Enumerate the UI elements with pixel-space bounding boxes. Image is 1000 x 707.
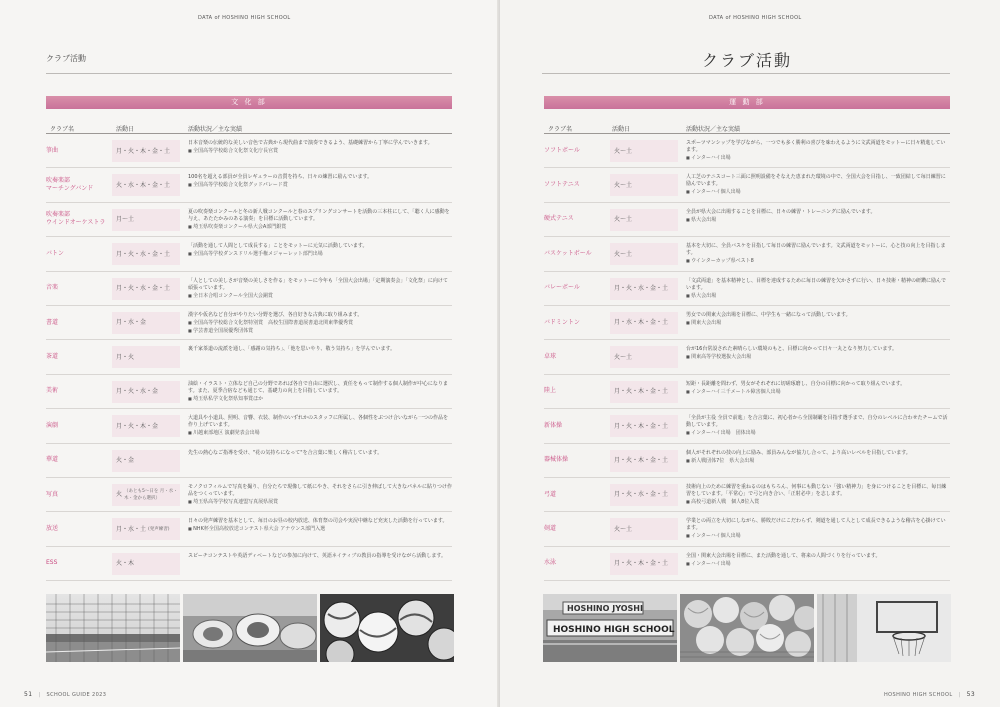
club-row [46,203,452,237]
achievement-item: ■ 埼玉県吹奏楽コンクール県大会A部門銀賞 [188,223,452,231]
club-row [46,237,452,271]
club-row [544,272,950,306]
activity-description [686,312,950,327]
activity-days-text: 火〜土 [614,525,633,533]
club-row [46,168,452,202]
activity-days-text: 月〜土 [116,216,135,224]
column-header-status: 活動状況／主な実績 [188,126,243,133]
club-row [46,375,452,409]
club-name: 吹奏楽部 マーチングバンド [46,177,94,193]
description-text: 「活動を通して人間として成長する」ことをモットーに元気に活動しています。 [188,243,368,250]
club-name: 水泳 [544,559,557,567]
section-title: クラブ活動 [46,54,86,63]
activity-description [686,346,950,361]
activity-days-text: 月・火・木・金・土 [614,388,669,396]
club-name: バドミントン [544,318,580,326]
activity-description [188,209,452,231]
activity-description [188,278,452,300]
achievement-item: ■ 全国高等学校総合文化祭グッドパレード賞 [188,181,452,189]
activity-days-text: 火・木 [116,560,135,568]
club-row [544,444,950,478]
description-text: 人工芝のテニスコート三面に照明設備をそなえた恵まれた環境の中で、全国大会を目指し、一致団結して毎日練習に励んでいます。 [686,174,946,188]
club-row [544,547,950,581]
photo-marching-instruments [183,594,317,662]
activity-days-text: 火・水・木・金・土 [116,181,171,189]
club-row [544,134,950,168]
footer-label: SCHOOL GUIDE 2023 [46,692,107,698]
title-rule [46,73,452,74]
column-header-status: 活動状況／主な実績 [686,126,741,133]
activity-days [610,140,678,162]
photo-basketball-hoop [817,594,951,662]
left-page-footer: 51 | SCHOOL GUIDE 2023 [24,691,107,698]
club-row [46,340,452,374]
activity-description [686,450,950,465]
activity-days-text: 火・金 [116,457,135,465]
achievement-item: ■ 埼玉県私学文化祭県知事賞ほか [188,395,452,403]
club-name: 写真 [46,490,59,498]
club-name: 硬式テニス [544,215,574,223]
activity-days-text: 火〜土 [614,216,633,224]
club-row [46,512,452,546]
activity-description [188,346,452,353]
club-name: 茶道 [46,353,59,361]
activity-days [112,518,180,540]
achievement-item: ■ 高校弓道新人戦 個人8位入賞 [686,498,950,506]
activity-description [188,174,452,189]
sports-band-title: 運 動 部 [544,96,950,109]
photo-volleyballs [320,594,454,662]
activity-days-text: 月・水・土 [116,525,147,533]
achievement-item: ■ ウインターカップ県ベスト8 [686,257,950,265]
activity-days [112,243,180,265]
club-name: バトン [46,249,64,257]
activity-days [610,209,678,231]
description-text: 漢字や仮名など自分がやりたい分野を選び、各自好きな古典に取り組みます。 [188,311,363,318]
club-name: 演劇 [46,421,59,429]
description-text: 大道具や小道具、照明、音響、衣装、制作のいずれかのスタッフに所属し、各個性をぶつけ合いながら一つの作品を作り上げています。 [188,415,449,429]
club-row [544,375,950,409]
club-name: 書道 [46,318,59,326]
activity-days-text: 火 [116,491,123,499]
activity-days-text: 月・火・水・金 [116,388,159,396]
activity-days [112,140,180,162]
club-row [544,409,950,443]
club-name: 美術 [46,387,59,395]
club-name: 剣道 [544,524,557,532]
achievement-item: ■ インターハイ出場 [686,154,950,162]
sports-club-table [544,134,950,581]
left-photo-strip [46,594,454,662]
club-name: 新体操 [544,421,563,429]
culture-club-table [46,134,452,581]
club-name: バスケットボール [544,249,592,257]
description-text: 日々の発声練習を基本として、毎日のお昼の校内放送、体育祭の司会や実況中継など充実した活動を行っています。 [188,518,448,525]
achievement-item: ■ 関東高等学校選抜大会出場 [686,353,950,361]
activity-description [686,243,950,265]
club-row [544,512,950,546]
activity-days-text: 月・火・木・金・土 [614,560,669,568]
club-name: 陸上 [544,387,557,395]
footer-label: HOSHINO HIGH SCHOOL [884,692,953,698]
right-page-footer: HOSHINO HIGH SCHOOL | 53 [884,691,976,698]
activity-description [188,553,452,560]
achievement-item: ■ 関東大会出場 [686,319,950,327]
description-text: 「全員が主役 全員で前進」を合言葉に、初心者から全国制覇を目指す選手まで、自分のレベルに合わせたチームで活動しています。 [686,415,948,429]
activity-days [112,381,180,403]
club-name: ESS [46,559,58,567]
activity-days [112,553,180,575]
achievement-item: ■ 全日本合唱コンクール全国大会銅賞 [188,292,452,300]
activity-days [112,312,180,334]
photo-tennis-balls [680,594,814,662]
activity-description [686,381,950,396]
activity-days [610,312,678,334]
club-row [544,340,950,374]
achievement-item: ■ 全国高等学校総合文化祭文化庁長官賞 [188,147,452,155]
club-row [544,306,950,340]
title-rule [542,73,950,74]
activity-days-text: 月・火・木・金・土 [614,457,669,465]
description-text: 技術向上のために練習を重ねるのはもちろん、何事にも動じない「強い精神力」を身につけることを目標に、毎日練習をしています。「平常心」で弓と向き合い、「正射必中」を志します。 [686,483,947,497]
column-header-club: クラブ名 [548,126,573,133]
activity-days [610,243,678,265]
achievement-item: ■ インターハイ出場 [686,560,950,568]
achievement-item: ■ 学芸書道全国展優秀団体賞 [188,327,452,335]
activity-days [610,381,678,403]
activity-description [686,174,950,196]
club-row [544,203,950,237]
achievement-item: ■ インターハイ個人出場 [686,532,950,540]
page-number: 51 [24,691,33,698]
description-text: 裏千家茶道の流派を通し、「感謝の気持ち」、「他を思いやり、敬う気持ち」を学んでいます。 [188,346,396,353]
activity-description [188,415,452,437]
activity-days-text: 月・火・水・金・土 [116,285,171,293]
activity-description [188,312,452,335]
activity-days [112,415,180,437]
activity-days [112,450,180,472]
activity-description [686,140,950,162]
description-text: 「文武両道」を基本精神とし、目標を達成するために毎日の練習を欠かさずに行い、日々技術・精神の研鑽に励んでいます。 [686,277,947,291]
activity-days-text: 火〜土 [614,250,633,258]
club-name: ソフトボール [544,146,580,154]
description-text: 全国・関東大会出場を目標に、また活動を通して、将来の人間づくりを行っています。 [686,552,881,559]
club-name: 箏曲 [46,146,59,154]
description-text: 「人としての美しさが音楽の美しさを作る」をモットーに今年も「全国大会出場」「定期演奏会」「文化祭」に向けて頑張っています。 [188,277,448,291]
activity-days [112,484,180,506]
club-row [46,547,452,581]
column-header-days: 活動日 [612,126,631,133]
activity-days-text: 月・水・金 [116,319,147,327]
activity-description [188,140,452,155]
achievement-item: ■ 川越東部地区 演劇発表会出場 [188,429,452,437]
achievement-item: ■ 県大会出場 [686,216,950,224]
activity-days [112,174,180,196]
description-text: 台が16台常設された素晴らしい環境のもと、目標に向かって日々一丸となり努力しています。 [686,346,897,353]
activity-days [610,174,678,196]
club-row [46,272,452,306]
club-row [46,444,452,478]
right-photo-strip [543,594,951,662]
running-head: DATA of HOSHINO HIGH SCHOOL [709,15,802,21]
achievement-item: ■ インターハイ三千メートル障害個人出場 [686,388,950,396]
achievement-item: ■ 県大会出場 [686,292,950,300]
activity-description [188,381,452,403]
activity-description [188,518,452,533]
column-header-club: クラブ名 [50,126,75,133]
club-name: ソフトテニス [544,181,580,189]
activity-days [610,346,678,368]
description-text: 個人がそれぞれの技の向上に励み、部員みんなが協力し合って、より高いレベルを目指しています。 [686,449,911,456]
activity-days-text: 月・火・水・金・土 [116,250,171,258]
description-text: 夏の吹奏楽コンクールと冬の新人戦コンクールと春のスプリングコンサートを活動の三本柱にして、「聴く人に感動を与え、あたたかみのある演奏」を目標に活動しています。 [188,208,450,222]
activity-description [686,415,950,437]
description-text: 学業との両立を大切にしながら、勝敗だけにこだわらず、剣道を通して人として成長できるような稽古を心掛けています。 [686,518,946,532]
activity-days [610,484,678,506]
activity-days [112,278,180,300]
culture-band-title: 文 化 部 [46,96,452,109]
description-text: スポーツマンシップを学びながら、一つでも多く勝利の喜びを味わえるように文武両道をモットーに日々精進しています。 [686,140,946,153]
description-text: 男女での関東大会出場を目標に、中学生も一緒になって活動しています。 [686,311,851,318]
description-text: 日本音楽の伝統的な美しい音色で古典から現代曲まで演奏できるよう、基礎練習から丁寧に学んでいきます。 [188,140,433,146]
club-row [46,306,452,340]
description-text: 基本を大切に、全員バスケを目指して毎日の練習に励んでいます。文武両道をモットーに、心と技の向上を目指します。 [686,243,946,257]
activity-days-text: 月・火・木・金 [116,422,159,430]
achievement-item: ■ インターハイ出場 団体出場 [686,429,950,437]
description-text: モノクロフィルムで写真を撮り、自分たちで現像して紙にやき、それをさらに引き伸ばして大きなパネルに貼りつけ作品をつくっています。 [188,483,452,497]
activity-days-text: 火〜土 [614,147,633,155]
right-page [500,0,1000,707]
column-header-days: 活動日 [116,126,135,133]
activity-days [610,415,678,437]
activity-days-text: 火〜土 [614,181,633,189]
club-name: 弓道 [544,490,557,498]
description-text: 油絵・イラスト・立体など自己の分野であれば各自で自由に選択し、責任をもって制作する個人制作が中心になります。また、夏季合宿なども通じて、基礎力の向上を目指しています。 [188,380,448,394]
activity-days-text: 月・火・水・金・土 [614,491,669,499]
club-row [544,168,950,202]
activity-days [610,450,678,472]
activity-description [686,209,950,224]
activity-days-text: 月・火・水・金・土 [614,285,669,293]
running-head: DATA of HOSHINO HIGH SCHOOL [198,15,291,21]
sign-text-high-school: HOSHINO HIGH SCHOOL [553,625,675,635]
club-name: 卓球 [544,353,557,361]
club-name: 音楽 [46,284,59,292]
club-name: バレーボール [544,284,580,292]
achievement-item: ■ 全国高等学校ダンスドリル選手権メジャーレット部門出場 [188,250,452,258]
page-number: 53 [966,691,976,698]
activity-description [686,278,950,300]
club-row [544,478,950,512]
activity-days [610,553,678,575]
activity-description [686,484,950,506]
photo-school-sign [543,594,677,662]
achievement-item: ■ 埼玉県高等学校写真連盟写真展県展賞 [188,498,452,506]
activity-days-note: (発声練習) [148,526,170,532]
activity-days-text: 月・火・木・金・土 [614,422,669,430]
activity-days [112,209,180,231]
club-name: 放送 [46,524,59,532]
club-name: 華道 [46,456,59,464]
description-text: 先生の熱心なご指導を受け、"花の気持ちになって"を合言葉に楽しく稽古しています。 [188,449,383,456]
photo-tennis-court [46,594,180,662]
description-text: スピーチコンテストや英語ディベートなどの参加に向けて、英語ネイティブの教員の指導を受けながら活動します。 [188,552,447,559]
activity-days-text: 火〜土 [614,353,633,361]
club-row [46,478,452,512]
activity-description [686,518,950,540]
activity-days [112,346,180,368]
achievement-item: ■ NHK杯全国高校放送コンテスト県大会 アナウンス部門入選 [188,525,452,533]
activity-days [610,278,678,300]
section-title-large: クラブ活動 [702,51,793,70]
sign-text-jyoshi: HOSHINO JYOSHI [567,604,643,613]
description-text: 100名を超える部員が全員レギュラーの音質を持ち、日々の練習に励んでいます。 [188,174,373,181]
activity-days-text: 月・火・木・金・土 [116,147,171,155]
club-row [544,237,950,271]
achievement-item: ■ 新人戦団体7位 県大会出場 [686,457,950,465]
activity-days-note: （あとも5〜日を 月・水・木・金から選択） [124,488,178,501]
club-name: 吹奏楽部 ウインドオーケストラ [46,211,106,227]
club-row [46,134,452,168]
activity-days-text: 月・火 [116,353,135,361]
description-text: 短距・長距離を問わず、男女がそれぞれに切磋琢磨し、自分の目標に向かって取り組んでいます。 [686,380,906,387]
achievement-item: ■ 全国高等学校総合文化祭特別賞 高校生国際書道展書道北関東準優秀賞 [188,319,452,327]
activity-days [610,518,678,540]
activity-description [188,484,452,506]
description-text: 全員が県大会に出場することを目標に、日々の練習・トレーニングに励んでいます。 [686,208,876,215]
activity-description [686,553,950,568]
club-name: 器械体操 [544,456,569,464]
activity-days-text: 月・水・木・金・土 [614,319,669,327]
activity-description [188,450,452,457]
club-row [46,409,452,443]
activity-description [188,243,452,258]
achievement-item: ■ インターハイ個人出場 [686,188,950,196]
